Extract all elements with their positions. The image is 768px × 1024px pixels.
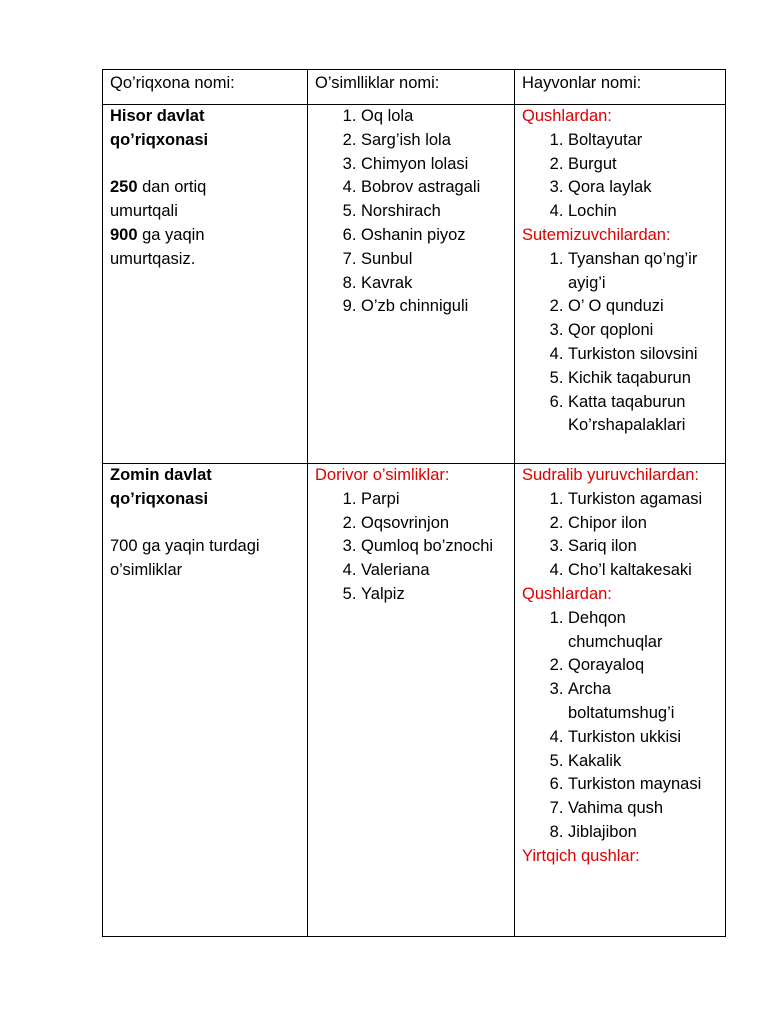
birds-heading: Qushlardan: <box>522 584 612 603</box>
list-item: 2. Qorayaloq <box>568 654 719 678</box>
list-item: 3. Chimyon lolasi <box>361 153 508 177</box>
list-item: 4. Cho’l kaltakesaki <box>568 559 719 583</box>
reptiles-heading: Sudralib yuruvchilardan: <box>522 466 700 484</box>
reptiles-list <box>522 488 719 583</box>
list-item: 3. Archa boltatumshug’i <box>568 678 719 726</box>
list-item: 2. Burgut <box>568 153 719 177</box>
list-item: 2. O’ O qunduzi <box>568 295 719 319</box>
list-item: 5. Kichik taqaburun <box>568 367 719 391</box>
mammals-list <box>522 248 719 438</box>
plants-cell <box>308 105 515 464</box>
invertebrates-label: umurtqasiz. <box>110 249 196 268</box>
list-item: 7. Sunbul <box>361 248 508 272</box>
header-animals-name: Hayvonlar nomi: <box>515 70 726 105</box>
header-row <box>103 70 726 105</box>
mammals-heading: Sutemizuvchilardan: <box>522 225 671 244</box>
plant-species-label: o’simliklar <box>110 561 183 580</box>
reserve-cell <box>103 105 308 464</box>
list-item: 1. Parpi <box>361 488 508 512</box>
list-item: 4. Turkiston ukkisi <box>568 726 719 750</box>
list-item: 3. Qora laylak <box>568 176 719 200</box>
list-item: 7. Vahima qush <box>568 797 719 821</box>
birds-list <box>522 607 719 845</box>
invertebrates-count: 900 ga yaqin <box>110 225 205 244</box>
list-item: 2. Chipor ilon <box>568 512 719 536</box>
list-item: 1. Dehqon chumchuqlar <box>568 607 719 655</box>
reserve-name: Hisor davlat <box>110 107 205 125</box>
list-item: 3. Qumloq bo’znochi <box>361 535 508 559</box>
list-item: 3. Sariq ilon <box>568 535 719 559</box>
plant-species-count: 700 ga yaqin turdagi <box>110 537 260 556</box>
table-row <box>103 464 726 937</box>
list-item: 5. Norshirach <box>361 200 508 224</box>
list-item: 1. Tyanshan qo’ng’ir ayig’i <box>568 248 719 296</box>
list-item: 4. Bobrov astragali <box>361 176 508 200</box>
list-item: 5. Yalpiz <box>361 583 508 607</box>
list-item: 1. Turkiston agamasi <box>568 488 719 512</box>
list-item: 8. Kavrak <box>361 272 508 296</box>
reserve-cell <box>103 464 308 937</box>
list-item: 1. Boltayutar <box>568 129 719 153</box>
birds-list <box>522 129 719 224</box>
list-item: 6. Turkiston maynasi <box>568 773 719 797</box>
raptors-heading: Yirtqich qushlar: <box>522 846 640 865</box>
vertebrates-label: umurtqali <box>110 202 178 221</box>
list-item: 4. Lochin <box>568 200 719 224</box>
list-item: 6. Katta taqaburun Ko’rshapalaklari <box>568 391 719 439</box>
list-item: 4. Turkiston silovsini <box>568 343 719 367</box>
list-item: 1. Oq lola <box>361 105 508 129</box>
list-item: 8. Jiblajibon <box>568 821 719 845</box>
list-item: 2. Oqsovrinjon <box>361 512 508 536</box>
plants-list <box>315 105 508 319</box>
plants-cell <box>308 464 515 937</box>
reserve-name-line2: qo’riqxonasi <box>110 489 209 508</box>
table-row <box>103 105 726 464</box>
plants-list <box>315 488 508 607</box>
list-item: 3. Qor qoploni <box>568 319 719 343</box>
medicinal-plants-heading: Dorivor o’simliklar: <box>315 466 450 484</box>
reserves-table <box>102 69 726 937</box>
birds-heading: Qushlardan: <box>522 107 612 125</box>
animals-cell <box>515 105 726 464</box>
list-item: 9. O’zb chinniguli <box>361 295 508 319</box>
vertebrates-count: 250 dan ortiq <box>110 178 207 197</box>
header-reserve-name: Qo’riqxona nomi: <box>103 70 308 105</box>
reserve-name: Zomin davlat <box>110 466 212 484</box>
header-plants-name: O’simlliklar nomi: <box>308 70 515 105</box>
list-item: 6. Oshanin piyoz <box>361 224 508 248</box>
list-item: 5. Kakalik <box>568 750 719 774</box>
list-item: 4. Valeriana <box>361 559 508 583</box>
reserve-name-line2: qo’riqxonasi <box>110 130 209 149</box>
list-item: 2. Sarg’ish lola <box>361 129 508 153</box>
animals-cell <box>515 464 726 937</box>
